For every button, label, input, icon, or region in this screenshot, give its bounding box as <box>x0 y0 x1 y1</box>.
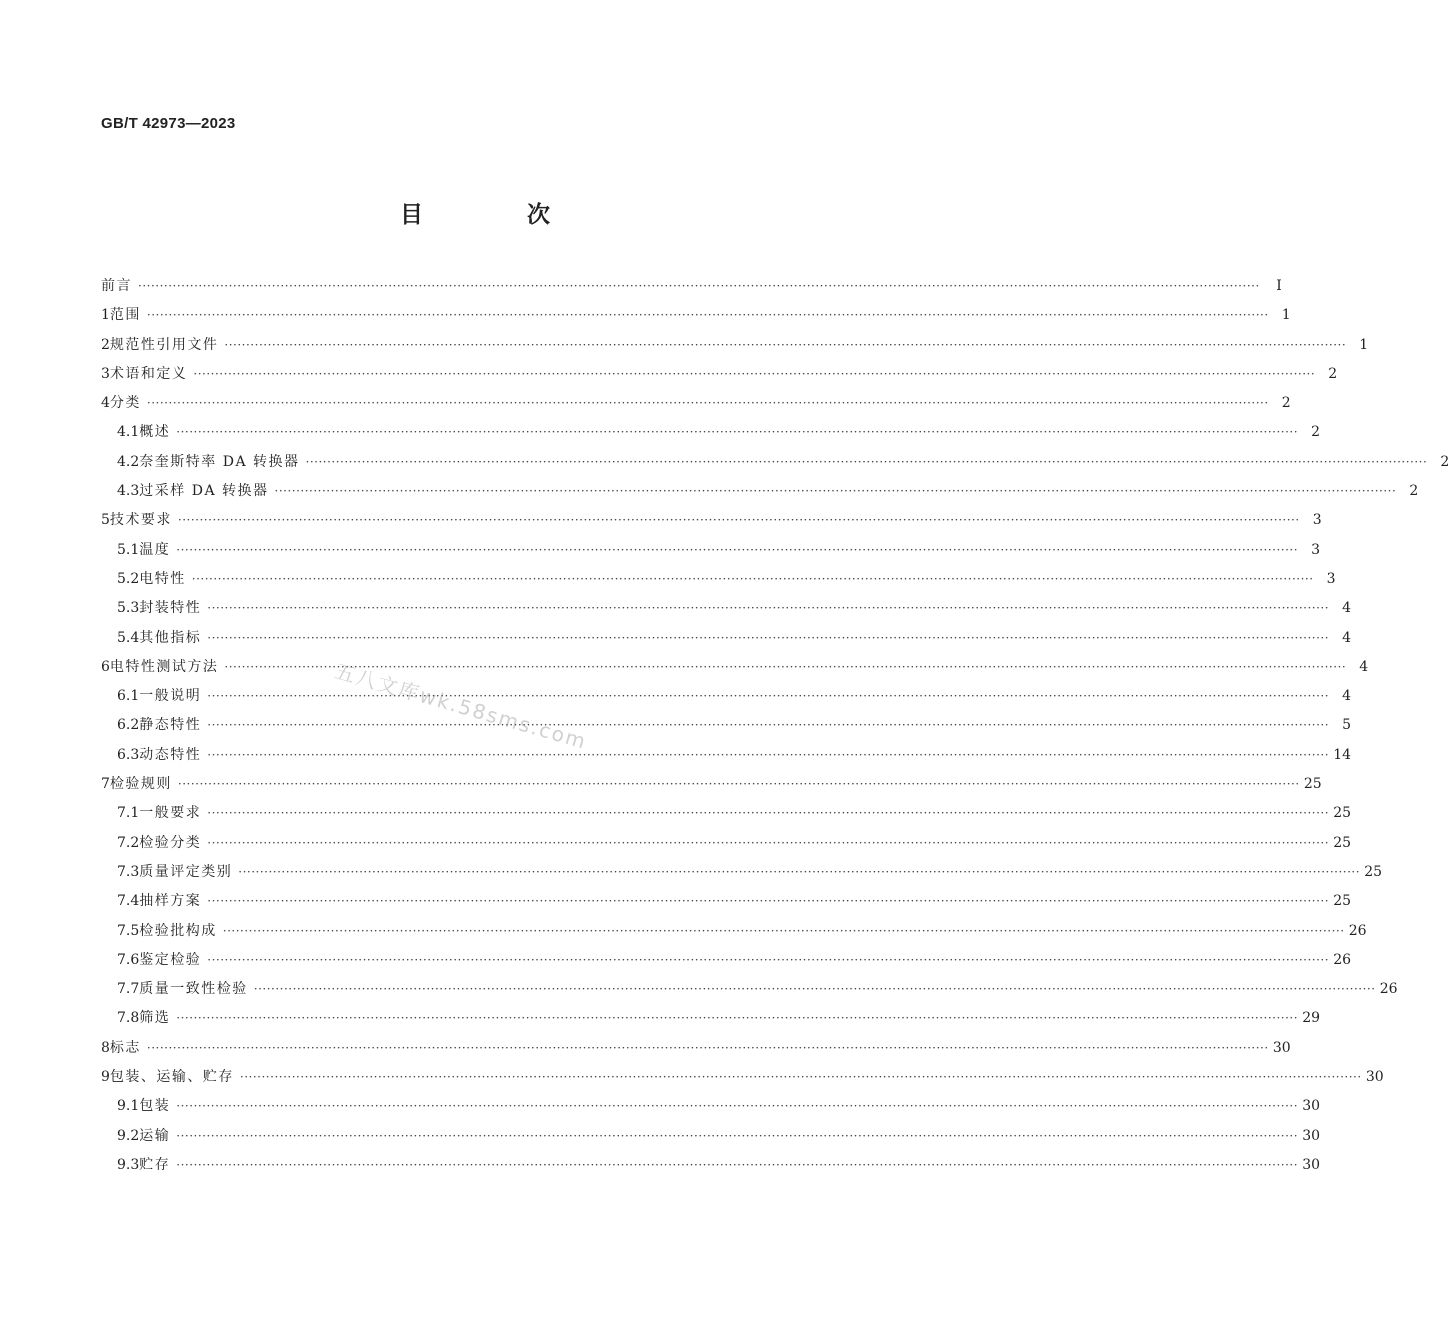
toc-entry-number: 7.2 <box>117 834 140 851</box>
toc-entry-label: 质量一致性检验 <box>139 981 248 998</box>
toc-entry[interactable] <box>101 1092 1321 1121</box>
toc-dot-leader: ···································································································································································································································································· <box>224 659 1347 674</box>
toc-dot-leader: ···································································································································································································································································· <box>305 454 1428 469</box>
toc-entry[interactable] <box>101 448 1449 477</box>
toc-entry[interactable] <box>101 565 1336 594</box>
toc-entry-number: 6.1 <box>117 688 140 705</box>
toc-entry-page: 2 <box>1409 483 1419 500</box>
toc-entry[interactable] <box>101 1004 1321 1033</box>
toc-entry-page: 30 <box>1302 1127 1321 1144</box>
toc-dot-leader: ···································································································································································································································································· <box>176 1099 1299 1114</box>
toc-dot-leader: ···································································································································································································································································· <box>207 601 1330 616</box>
toc-entry-page: 4 <box>1342 629 1352 646</box>
toc-entry-label: 范围 <box>109 307 141 324</box>
toc-entry-number: 7.8 <box>117 1010 140 1027</box>
toc-entry[interactable] <box>101 418 1321 447</box>
toc-dot-leader: ···································································································································································································································································· <box>176 425 1299 440</box>
toc-entry-number: 3 <box>101 365 110 382</box>
toc-entry-label: 前言 <box>101 278 132 294</box>
toc-entry-number: 2 <box>101 336 110 353</box>
toc-entry[interactable] <box>101 799 1352 828</box>
toc-dot-leader: ···································································································································································································································································· <box>177 777 1300 792</box>
toc-entry[interactable] <box>101 1034 1291 1063</box>
toc-entry-page: 2 <box>1328 365 1338 382</box>
toc-dot-leader: ···································································································································································································································································· <box>177 513 1300 528</box>
toc-entry-page: 3 <box>1311 541 1321 558</box>
toc-entry-label: 标志 <box>109 1039 141 1056</box>
toc-entry-page: 3 <box>1326 570 1336 587</box>
toc-entry-label: 静态特性 <box>139 717 202 734</box>
toc-list <box>101 272 1449 1180</box>
toc-entry-number: 6.3 <box>117 746 140 763</box>
toc-dot-leader: ···································································································································································································································································· <box>253 982 1376 997</box>
toc-entry-page: 29 <box>1302 1010 1321 1027</box>
toc-entry-label: 技术要求 <box>109 512 172 529</box>
toc-entry[interactable] <box>101 506 1322 535</box>
toc-dot-leader: ···································································································································································································································································· <box>146 308 1269 323</box>
toc-entry-label: 一般说明 <box>139 688 202 705</box>
toc-entry-number: 5.2 <box>117 570 140 587</box>
toc-entry-page: 2 <box>1440 453 1449 470</box>
toc-entry-label: 电特性测试方法 <box>109 658 219 675</box>
toc-entry[interactable] <box>101 301 1291 330</box>
toc-entry-page: 3 <box>1312 512 1322 529</box>
toc-entry-number: 1 <box>101 307 110 324</box>
toc-dot-leader: ···································································································································································································································································· <box>146 1040 1269 1055</box>
standard-code: GB/T 42973—2023 <box>101 115 236 132</box>
toc-dot-leader: ···································································································································································································································································· <box>224 337 1347 352</box>
toc-entry[interactable] <box>101 536 1321 565</box>
toc-entry[interactable] <box>101 1063 1384 1092</box>
toc-entry[interactable] <box>101 594 1352 623</box>
toc-entry-label: 鉴定检验 <box>139 951 202 968</box>
toc-dot-leader: ···································································································································································································································································· <box>207 806 1330 821</box>
toc-entry-label: 概述 <box>139 424 171 441</box>
toc-entry-page: 25 <box>1333 834 1352 851</box>
toc-entry-page: 25 <box>1364 863 1383 880</box>
toc-entry-label: 运输 <box>139 1127 171 1144</box>
toc-entry[interactable] <box>101 946 1352 975</box>
toc-entry-number: 9.2 <box>117 1127 140 1144</box>
toc-dot-leader: ···································································································································································································································································· <box>138 279 1260 293</box>
toc-entry[interactable] <box>101 858 1383 887</box>
toc-entry-page: 25 <box>1303 776 1322 793</box>
toc-entry[interactable] <box>101 917 1367 946</box>
toc-entry[interactable] <box>101 477 1419 506</box>
toc-entry-page: 4 <box>1342 688 1352 705</box>
toc-entry-label: 温度 <box>139 541 171 558</box>
toc-entry-page: 30 <box>1302 1098 1321 1115</box>
watermark: 五八文库wk.58sms.com <box>332 658 590 754</box>
toc-entry-number: 8 <box>101 1039 110 1056</box>
toc-dot-leader: ···································································································································································································································································· <box>274 484 1397 499</box>
toc-dot-leader: ···································································································································································································································································· <box>193 366 1316 381</box>
toc-entry-number: 4.1 <box>117 424 140 441</box>
toc-entry-page: 30 <box>1302 1156 1321 1173</box>
toc-dot-leader: ···································································································································································································································································· <box>146 396 1269 411</box>
toc-entry-number: 4.2 <box>117 453 140 470</box>
toc-entry-number: 4.3 <box>117 483 140 500</box>
toc-dot-leader: ···································································································································································································································································· <box>222 923 1345 938</box>
toc-dot-leader: ···································································································································································································································································· <box>191 571 1314 586</box>
toc-dot-leader: ···································································································································································································································································· <box>207 689 1330 704</box>
toc-entry-page: 1 <box>1359 336 1369 353</box>
toc-dot-leader: ···································································································································································································································································· <box>207 894 1330 909</box>
toc-dot-leader: ···································································································································································································································································· <box>207 835 1330 850</box>
toc-dot-leader: ···································································································································································································································································· <box>207 718 1330 733</box>
toc-entry-number: 7.7 <box>117 981 140 998</box>
toc-entry-label: 检验分类 <box>139 834 202 851</box>
toc-entry-number: 5.3 <box>117 600 140 617</box>
toc-entry-label: 包装 <box>139 1098 171 1115</box>
toc-entry-label: 术语和定义 <box>109 365 188 382</box>
toc-dot-leader: ···································································································································································································································································· <box>207 630 1330 645</box>
toc-entry-label: 检验批构成 <box>139 922 217 939</box>
toc-entry-number: 7.5 <box>117 922 140 939</box>
toc-entry-page: 1 <box>1281 307 1291 324</box>
toc-entry-label: 其他指标 <box>139 629 202 646</box>
toc-entry-page: 26 <box>1333 951 1352 968</box>
toc-entry-number: 5.4 <box>117 629 140 646</box>
toc-entry[interactable] <box>101 389 1291 418</box>
toc-entry-number: 7.6 <box>117 951 140 968</box>
toc-entry-page: 26 <box>1379 981 1398 998</box>
toc-entry[interactable] <box>101 360 1338 389</box>
toc-entry-page: 25 <box>1333 893 1352 910</box>
toc-entry[interactable] <box>101 829 1352 858</box>
toc-entry-number: 7 <box>101 776 110 793</box>
toc-entry-page: 25 <box>1333 805 1352 822</box>
toc-entry-number: 7.4 <box>117 893 140 910</box>
toc-entry-label: 规范性引用文件 <box>109 336 219 353</box>
toc-entry-label: 分类 <box>109 395 141 412</box>
toc-entry[interactable] <box>101 624 1352 653</box>
toc-dot-leader: ···································································································································································································································································· <box>238 864 1361 879</box>
toc-entry-page: 14 <box>1333 746 1352 763</box>
toc-dot-leader: ···································································································································································································································································· <box>176 1128 1299 1143</box>
toc-entry[interactable] <box>101 770 1322 799</box>
toc-entry-page: 4 <box>1342 600 1352 617</box>
toc-entry-label: 一般要求 <box>139 805 202 822</box>
toc-entry-number: 7.1 <box>117 805 140 822</box>
toc-entry-label: 奈奎斯特率 DA 转换器 <box>139 453 300 470</box>
toc-dot-leader: ···································································································································································································································································· <box>176 542 1299 557</box>
toc-entry-number: 9 <box>101 1069 110 1086</box>
toc-dot-leader: ···································································································································································································································································· <box>176 1157 1299 1172</box>
toc-entry-number: 9.3 <box>117 1156 140 1173</box>
toc-entry-page: 30 <box>1272 1039 1291 1056</box>
toc-entry-page: 4 <box>1359 658 1369 675</box>
toc-entry[interactable] <box>101 1122 1321 1151</box>
toc-entry-page: 5 <box>1342 717 1352 734</box>
toc-entry-label: 动态特性 <box>139 746 202 763</box>
toc-entry-number: 7.3 <box>117 863 140 880</box>
toc-dot-leader: ···································································································································································································································································· <box>176 1011 1299 1026</box>
toc-entry[interactable] <box>101 975 1398 1004</box>
toc-entry-label: 检验规则 <box>109 776 172 793</box>
toc-entry-label: 筛选 <box>139 1010 171 1027</box>
toc-dot-leader: ···································································································································································································································································· <box>207 747 1330 762</box>
toc-entry-page: 26 <box>1348 922 1367 939</box>
toc-dot-leader: ···································································································································································································································································· <box>207 952 1330 967</box>
toc-entry[interactable] <box>101 272 1282 301</box>
toc-entry-page: 30 <box>1365 1069 1384 1086</box>
toc-entry-number: 9.1 <box>117 1098 140 1115</box>
toc-entry-number: 6 <box>101 658 110 675</box>
toc-entry[interactable] <box>101 1151 1321 1180</box>
toc-entry-number: 5 <box>101 512 110 529</box>
toc-entry-page: 2 <box>1281 395 1291 412</box>
toc-entry[interactable] <box>101 887 1352 916</box>
toc-entry-label: 抽样方案 <box>139 893 202 910</box>
toc-entry-number: 4 <box>101 395 110 412</box>
toc-entry-label: 过采样 DA 转换器 <box>139 483 269 500</box>
toc-entry-label: 电特性 <box>139 570 186 587</box>
toc-entry-page: Ⅰ <box>1276 278 1282 294</box>
toc-entry[interactable] <box>101 331 1369 360</box>
toc-title: 目 次 <box>399 202 598 228</box>
toc-entry[interactable] <box>101 741 1352 770</box>
toc-entry-label: 贮存 <box>139 1156 171 1173</box>
toc-entry[interactable] <box>101 653 1369 682</box>
toc-entry-label: 质量评定类别 <box>139 863 233 880</box>
toc-dot-leader: ···································································································································································································································································· <box>239 1070 1362 1085</box>
toc-entry-number: 5.1 <box>117 541 140 558</box>
toc-entry-label: 包装、运输、贮存 <box>109 1069 234 1086</box>
toc-entry-page: 2 <box>1311 424 1321 441</box>
toc-entry-number: 6.2 <box>117 717 140 734</box>
toc-entry-label: 封装特性 <box>139 600 202 617</box>
